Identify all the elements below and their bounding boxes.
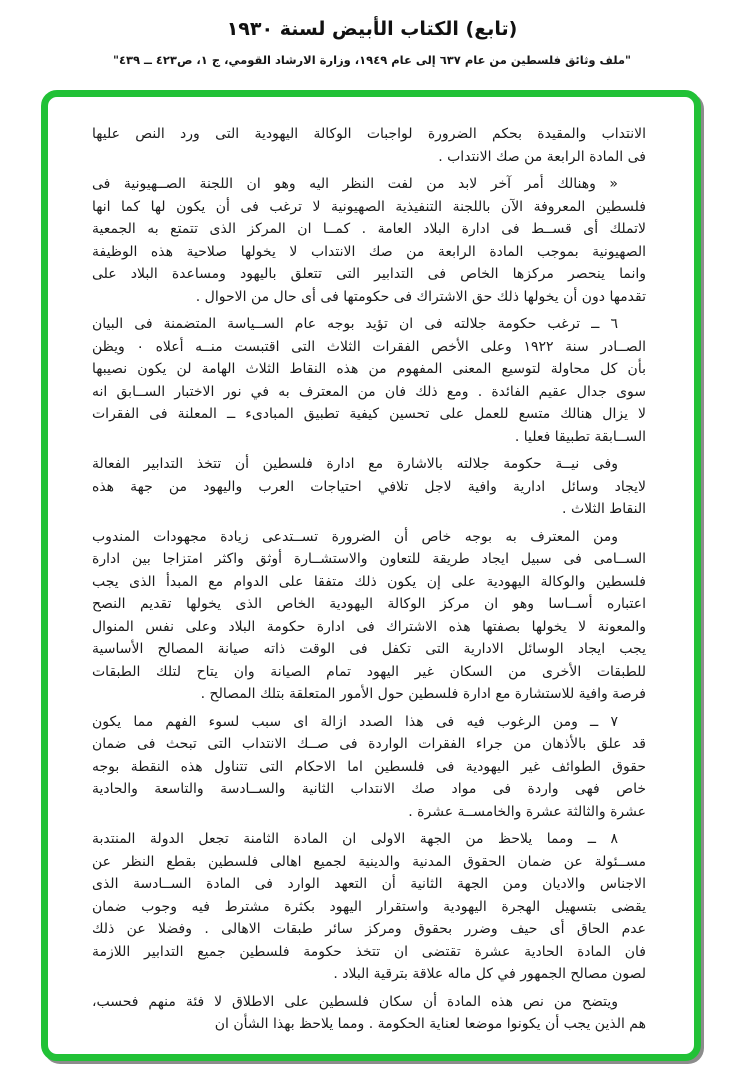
text-line: عدم الحاق أى حيف وضرر بحقوق ومركز سائر طبقات الاهالى . وفضلا عن ذلك: [92, 921, 646, 937]
text-line: بأن كل محاولة لتوسيع المعنى المفهوم من هذه النقاط الثلاث الهامة لن يكون نصيبها: [92, 361, 646, 377]
text-line: والمعونة لا يخولها بصفتها هذه الاشتراك فى ادارة حكومة البلاد وعلى نفس المنوال: [92, 618, 646, 635]
text-line: تقدمها دون أن يخولها ذلك حق الاشتراك فى حكومتها فى أى حال من الاحوال .: [195, 288, 646, 305]
paragraph: [92, 828, 646, 986]
text-line: ٨ ــ ومما يلاحظ من الجهة الاولى ان المادة الثامنة تجعل الدولة المنتدبة: [92, 831, 618, 847]
paragraph: [92, 313, 646, 448]
paragraph: [92, 173, 646, 308]
text-line: لايجاد وسائل ادارية وافية لاجل تلافي احتياجات العرب واليهود من جهة هذه: [92, 478, 646, 495]
text-line: قد علق بالأذهان من جراء الفقرات الواردة فى صــك الانتداب التى تبحث فى ضمان: [92, 736, 646, 752]
text-line: لصون مصالح الجمهور في كل ماله علاقة بترقية البلاد .: [333, 966, 646, 982]
page-title: (تابع) الكتاب الأبيض لسنة ١٩٣٠: [226, 18, 518, 40]
paragraph: [92, 991, 646, 1036]
text-line: الصهيونية بموجب المادة الرابعة من صك الانتداب لا يخولها صلاحية هذه الوظيفة: [92, 243, 646, 260]
text-line: ٧ ــ ومن الرغوب فيه فى هذا الصدد ازالة اى سبب لسوء الفهم مما يكون: [92, 713, 618, 730]
text-line: الانتداب والمقيدة بحكم الضرورة لواجبات الوكالة اليهودية التى ورد النص عليها: [92, 126, 646, 142]
text-line: الاجناس والاديان ومن الجهة الثانية أن التعهد الوارد فى المادة الســادسة الذى: [92, 876, 646, 892]
text-line: عشرة والثالثة عشرة والخامســة عشرة .: [408, 803, 646, 820]
text-line: يجب ايجاد الوسائل الادارية التى تكفل فى الوقت ذاته صيانة المصالح الأساسية: [92, 641, 646, 657]
text-line: هم الذين يجب أن يكونوا موضعا لعناية الحكومة . ومما يلاحظ بهذا الشأن ان: [214, 1016, 646, 1032]
text-line: فى المادة الرابعة من صك الانتداب .: [438, 148, 646, 165]
text-line: خاص فهى واردة فى مواد صك الانتداب الثانية والســادسة والتاسعة والحادية: [92, 781, 646, 797]
text-line: ومن المعترف به بوجه خاص أن الضرورة تســتدعى زيادة مجهودات المندوب: [92, 528, 618, 545]
text-line: وفى نيــة حكومة جلالته بالاشارة مع ادارة فلسطين أن تتخذ التدابير الفعالة: [92, 456, 618, 472]
paragraph: [92, 711, 646, 824]
paragraph: [92, 123, 646, 168]
text-line: سوى جدال عقيم الفائدة . ومع ذلك فان من المعترف به في نور الاختبار الســابق انه: [92, 383, 646, 400]
document-body: [92, 123, 646, 1042]
text-line: النقاط الثلاث .: [562, 501, 646, 517]
source-citation: "ملف وثائق فلسطين من عام ٦٣٧ إلى عام ١٩٤٩، وزارة الارشاد القومي، ج ١، ص٤٢٣ ــ ٤٣٩": [112, 53, 632, 67]
text-line: فلسطين والوكالة اليهودية على إن يكون ذلك متفقا على الدوام مع المبدأ الذى يجب: [92, 573, 646, 590]
text-line: ٦ ــ ترغب حكومة جلالته فى ان تؤيد بوجه عام الســياسة المتضمنة فى البيان: [92, 316, 618, 332]
paragraph: [92, 453, 646, 521]
text-line: للطبقات الأخرى من السكان غير اليهود تمام الصيانة وان يتاح لتلك الطبقات: [92, 663, 646, 680]
text-line: وانما ينحصر مركزها الخاص فى التدابير التى تتعلق باليهود ومساعدة البلاد على: [92, 266, 646, 282]
text-line: حقوق الطوائف غير اليهودية فى فلسطين اما الاحكام التى تتناول هذه النقطة بوجه: [92, 758, 646, 775]
text-line: الســابقة تطبيقا فعليا .: [514, 428, 646, 445]
text-line: يقضى بتسهيل الهجرة اليهودية واستقرار اليهود بكثرة مشترط فيه وجوب ضمان: [92, 898, 646, 915]
paragraph: [92, 526, 646, 706]
text-line: الصــادر سنة ١٩٢٢ وعلى الأخص الفقرات الثلاث التى اقتبست منــه أعلاه ٠ ويظن: [92, 338, 646, 355]
text-line: ويتضح من نص هذه المادة أن سكان فلسطين على الاطلاق لا فئة منهم فحسب،: [92, 993, 618, 1010]
text-line: فلسطين المعروفة الآن باللجنة التنفيذية الصهيونية لا ترغب فى أن يكون لها كما انها: [92, 198, 646, 215]
text-line: الســامى فى سبيل ايجاد طريقة للتعاون والاستشــارة أوثق واكثر امتزاجا بين ادارة: [92, 551, 646, 567]
text-line: « وهنالك أمر آخر لابد من لفت النظر اليه وهو ان اللجنة الصــهيونية فى: [92, 176, 618, 192]
text-line: مســئولة عن ضمان الحقوق المدنية والدينية لجميع اهالى فلسطين بقطع النظر عن: [92, 853, 646, 870]
text-line: لا يزال هنالك متسع للعمل على تحسين كيفية تطبيق المبادىء ــ المعلنة فى الفقرات: [92, 406, 646, 422]
text-line: فرصة وافية للاستشارة مع ادارة فلسطين حول الأمور المتعلقة بتلك المصالح .: [200, 686, 646, 702]
text-line: اعتباره أســاسا وهو ان مركز الوكالة اليهودية الخاص الذى يخولها تقديم النصح: [92, 596, 646, 612]
text-line: لاتملك أى قســط فى ادارة البلاد العامة . كمــا ان المركز الذى تتمتع به الجمعية: [92, 221, 646, 237]
document-frame: [41, 90, 701, 1061]
text-line: فان المادة الحادية عشرة تقتضى ان تتخذ حكومة فلسطين جميع التدابير اللازمة: [92, 943, 646, 960]
